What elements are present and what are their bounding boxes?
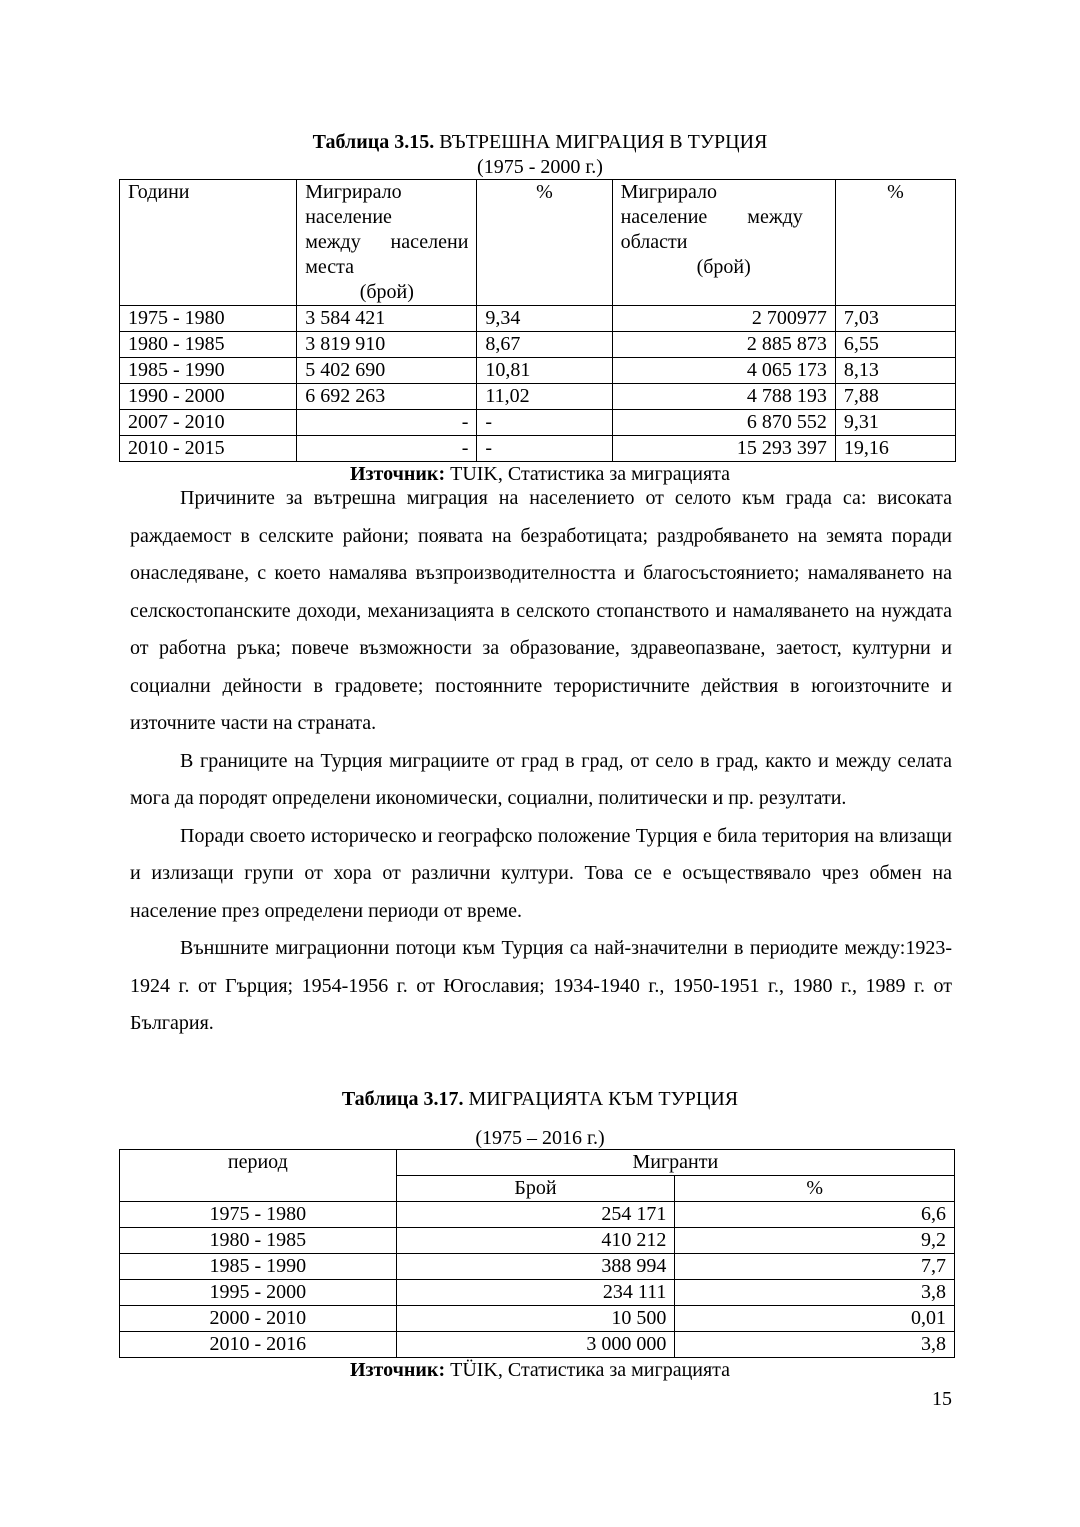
table-row [120,436,956,462]
table2-header-pct: % [675,1176,955,1202]
table-row [120,384,956,410]
cell-pct1: 8,67 [477,332,612,358]
cell-count: 388 994 [396,1254,675,1280]
table1 [119,179,956,462]
cell-pct: 3,8 [675,1280,955,1306]
cell-pct2: 8,13 [835,358,955,384]
cell-settlements: - [297,410,477,436]
cell-settlements: 3 584 421 [297,306,477,332]
cell-regions: 2 885 873 [612,332,835,358]
cell-pct1: 11,02 [477,384,612,410]
cell-period: 2010 - 2016 [120,1332,397,1358]
cell-settlements: - [297,436,477,462]
cell-pct1: - [477,410,612,436]
cell-pct: 9,2 [675,1228,955,1254]
cell-period: 1995 - 2000 [120,1280,397,1306]
cell-period: 1985 - 1990 [120,358,297,384]
table2-header-count: Брой [396,1176,675,1202]
table2 [119,1149,955,1358]
paragraph: Причините за вътрешна миграция на населението от селото към града са: високата раждаемост в селските райони; появата на безработицата; раздробяването на земята поради онаследяване, с което намалява възпроизводителността и благосъстоянието; намаляването на селскостопанските доходи, механизацията в селското стопанството и намаляването на нуждата от работна ръка; повече възможности за образование, здравеопазване, заетост, културни и социални дейности в градовете; постоянните терористичните действия в югоизточните и източните части на страната. [130,487,952,734]
table1-header-settlements-line: Мигрирало [305,181,402,203]
table2-header-period: период [120,1150,397,1202]
cell-pct: 0,01 [675,1306,955,1332]
table1-caption-title: ВЪТРЕШНА МИГРАЦИЯ В ТУРЦИЯ [439,131,768,153]
cell-settlements: 5 402 690 [297,358,477,384]
table1-source-label: Източник: [349,463,446,485]
table2-header-migrants: Мигранти [396,1150,954,1176]
table2-source [0,1358,1080,1382]
cell-period: 1990 - 2000 [120,384,297,410]
table1-header-regions-line: области [620,231,688,253]
table-row [120,1254,955,1280]
table1-header-pct2: % [835,180,955,306]
table1-caption-number: Таблица 3.15. [312,131,435,153]
table1-header-settlements-line: между населени [305,231,469,253]
cell-count: 234 111 [396,1280,675,1306]
table1-subcaption: (1975 - 2000 г.) [477,156,603,178]
table1-header-regions-line: (брой) [696,256,751,278]
cell-regions: 2 700977 [612,306,835,332]
cell-settlements: 6 692 263 [297,384,477,410]
cell-period: 1975 - 1980 [120,1202,397,1228]
cell-pct: 3,8 [675,1332,955,1358]
table1-header-settlements-line: места [305,256,354,278]
cell-pct1: 10,81 [477,358,612,384]
paragraph: В границите на Турция миграциите от град в град, от село в град, както и между селата мога да породят определени икономически, социални, политически и пр. резултати. [130,749,952,809]
cell-pct2: 7,03 [835,306,955,332]
table-row [120,1280,955,1306]
cell-pct2: 19,16 [835,436,955,462]
cell-period: 1985 - 1990 [120,1254,397,1280]
cell-count: 10 500 [396,1306,675,1332]
table1-header-settlements-line: (брой) [359,281,414,303]
cell-pct1: - [477,436,612,462]
table-row [120,332,956,358]
cell-pct: 7,7 [675,1254,955,1280]
table1-header-regions-line: Мигрирало [620,181,717,203]
cell-pct2: 7,88 [835,384,955,410]
cell-regions: 15 293 397 [612,436,835,462]
body-text [130,480,952,1043]
paragraph: Поради своето историческо и географско положение Турция е била територия на влизащи и излизащи групи от хора от различни култури. Това се е осъществявало чрез обмен на население през определени периоди от време. [130,824,952,922]
table2-source-label: Източник: [349,1359,446,1381]
table2-caption-number: Таблица 3.17. [341,1088,464,1110]
table1-caption [0,130,1080,154]
cell-period: 1975 - 1980 [120,306,297,332]
table1-header-years: Години [120,180,297,306]
table-row [120,1202,955,1228]
cell-period: 2000 - 2010 [120,1306,397,1332]
table1-header-pct1: % [477,180,612,306]
cell-period: 1980 - 1985 [120,1228,397,1254]
table-row [120,358,956,384]
cell-pct2: 6,55 [835,332,955,358]
cell-pct2: 9,31 [835,410,955,436]
table1-header-settlements-line: население [305,206,392,228]
cell-regions: 4 788 193 [612,384,835,410]
cell-regions: 6 870 552 [612,410,835,436]
table2-caption [0,1087,1080,1111]
table2-subcaption: (1975 – 2016 г.) [475,1127,605,1149]
cell-period: 1980 - 1985 [120,332,297,358]
cell-count: 254 171 [396,1202,675,1228]
cell-regions: 4 065 173 [612,358,835,384]
cell-pct1: 9,34 [477,306,612,332]
table-row [120,306,956,332]
cell-period: 2007 - 2010 [120,410,297,436]
table2-source-text: TÜIK, Статистика за миграцията [450,1359,731,1381]
table2-header-row [120,1150,955,1176]
table1-header-settlements [297,180,477,306]
table-row [120,1306,955,1332]
table2-caption-title: МИГРАЦИЯТА КЪМ ТУРЦИЯ [468,1088,739,1110]
table-row [120,410,956,436]
cell-settlements: 3 819 910 [297,332,477,358]
paragraph: Външните миграционни потоци към Турция са най-значителни в периодите между:1923-1924 г. от Гърция; 1954-1956 г. от Югославия; 1934-1940 г., 1950-1951 г., 1980 г., 1989 г. от България. [130,937,952,1034]
cell-count: 3 000 000 [396,1332,675,1358]
table1-header-regions-line: население между [620,206,803,228]
cell-pct: 6,6 [675,1202,955,1228]
table1-header-row [120,180,956,306]
table-row [120,1228,955,1254]
cell-count: 410 212 [396,1228,675,1254]
table-row [120,1332,955,1358]
cell-period: 2010 - 2015 [120,436,297,462]
page-number: 15 [932,1388,952,1410]
table1-source-text: TUIK, Статистика за миграцията [450,463,731,485]
table1-header-regions [612,180,835,306]
